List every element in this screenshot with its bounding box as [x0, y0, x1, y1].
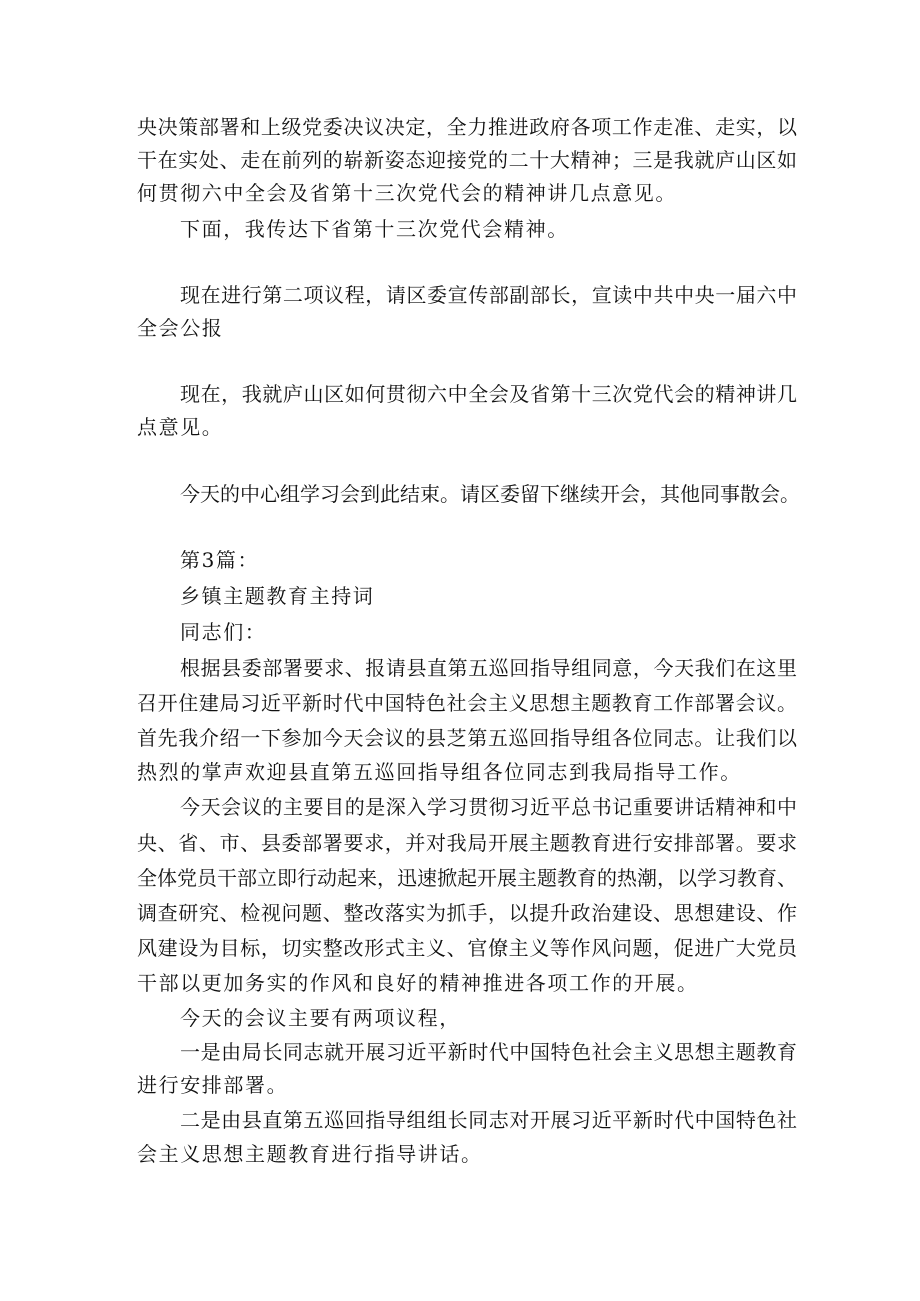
paragraph-line: 全体党员干部立即行动起来，迅速掀起开展主题教育的热潮，以学习教育、: [137, 866, 797, 890]
paragraph-line: 今天的中心组学习会到此结束。请区委留下继续开会，其他同事散会。: [180, 482, 800, 506]
paragraph-line: 风建设为目标，切实整改形式主义、官僚主义等作风问题，促进广大党员: [137, 936, 797, 960]
paragraph-line: 根据县委部署要求、报请县直第五巡回指导组同意，今天我们在这里: [180, 656, 797, 680]
paragraph-line: 干部以更加务实的作风和良好的精神推进各项工作的开展。: [137, 971, 699, 995]
paragraph-line: 下面，我传达下省第十三次党代会精神。: [180, 217, 569, 241]
paragraph-line: 央决策部署和上级党委决议决定，全力推进政府各项工作走准、走实，以: [137, 115, 797, 139]
paragraph-line: 热烈的掌声欢迎县直第五巡回指导组各位同志到我局指导工作。: [137, 760, 742, 784]
paragraph-line: 点意见。: [137, 415, 224, 439]
paragraph-line: 首先我介绍一下参加今天会议的县芝第五巡回指导组各位同志。让我们以: [137, 726, 797, 750]
paragraph-line: 今天的会议主要有两项议程，: [180, 1006, 461, 1030]
greeting: 同志们：: [180, 620, 267, 644]
paragraph-line: 何贯彻六中全会及省第十三次党代会的精神讲几点意见。: [137, 181, 677, 205]
paragraph-line: 召开住建局习近平新时代中国特色社会主义思想主题教育工作部署会议。: [137, 691, 797, 715]
paragraph-line: 干在实处、走在前列的崭新姿态迎接党的二十大精神；三是我就庐山区如: [137, 148, 797, 172]
paragraph-line: 会主义思想主题教育进行指导讲话。: [137, 1142, 483, 1166]
paragraph-line: 央、省、市、县委部署要求，并对我局开展主题教育进行安排部署。要求: [137, 831, 797, 855]
paragraph-line: 二是由县直第五巡回指导组组长同志对开展习近平新时代中国特色社: [180, 1108, 797, 1132]
paragraph-line: 一是由局长同志就开展习近平新时代中国特色社会主义思想主题教育: [180, 1040, 797, 1064]
section-title: 乡镇主题教育主持词: [180, 584, 375, 608]
paragraph-line: 全会公报: [137, 316, 224, 340]
paragraph-line: 调查研究、检视问题、整改落实为抓手，以提升政治建设、思想建设、作: [137, 901, 797, 925]
paragraph-line: 今天会议的主要目的是深入学习贯彻习近平总书记重要讲话精神和中: [180, 795, 797, 819]
paragraph-line: 现在进行第二项议程，请区委宣传部副部长，宣读中共中央一届六中: [180, 283, 797, 307]
section-label: 第3篇：: [180, 548, 260, 572]
paragraph-line: 现在，我就庐山区如何贯彻六中全会及省第十三次党代会的精神讲几: [180, 382, 797, 406]
paragraph-line: 进行安排部署。: [137, 1073, 289, 1097]
